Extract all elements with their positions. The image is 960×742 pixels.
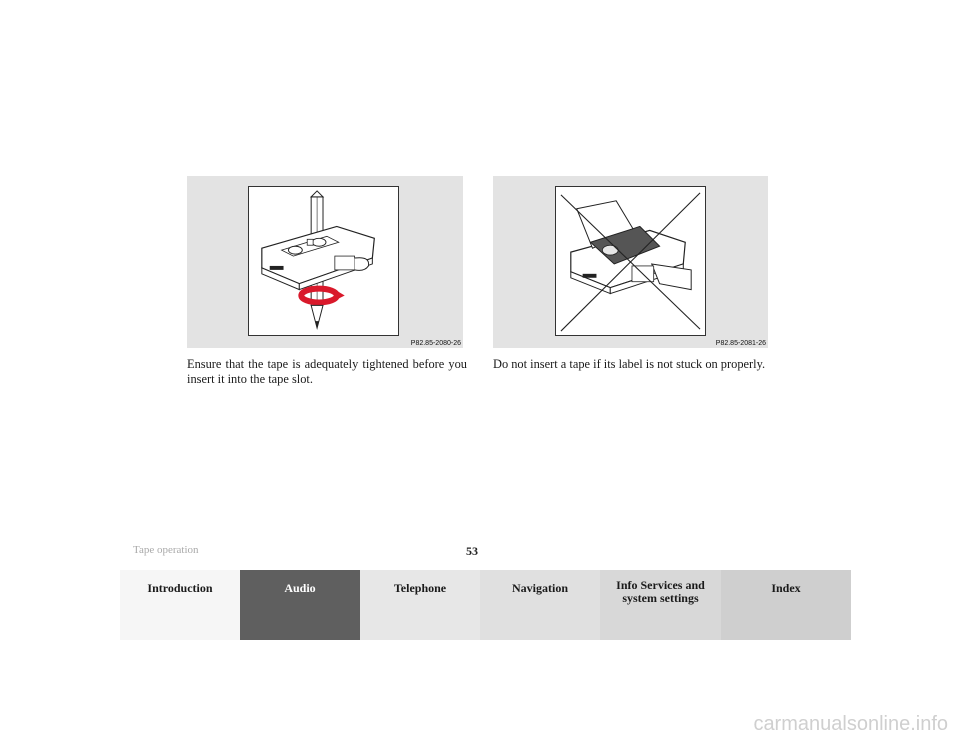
tab-label: Index (771, 581, 801, 595)
figure-frame (248, 186, 399, 336)
tab-introduction[interactable] (120, 570, 240, 640)
tab-label-line2: system settings (622, 591, 699, 605)
tab-label: Navigation (511, 581, 568, 595)
caption-loose-label: Do not insert a tape if its label is not stuck on properly. (493, 357, 766, 371)
figure-tape-tightening (187, 176, 463, 348)
tab-telephone[interactable] (360, 570, 480, 640)
tab-label: Introduction (147, 581, 213, 595)
figure-frame (555, 186, 706, 336)
tab-label: Audio (284, 581, 316, 595)
tab-navigation[interactable] (480, 570, 600, 640)
section-title: Tape operation (133, 544, 199, 556)
figure-code: P82.85-2081-26 (715, 340, 766, 347)
tab-label-line1: Info Services and (616, 578, 705, 592)
page-number: 53 (466, 544, 478, 558)
figure-code: P82.85-2080-26 (410, 340, 461, 347)
figure-loose-label (493, 176, 768, 348)
chapter-tabs (120, 570, 851, 640)
cassette-loose-label-illustration (556, 187, 705, 335)
caption-tape-tightening: Ensure that the tape is adequately tightened before you insert it into the tape slot. (187, 357, 467, 386)
watermark: carmanualsonline.info (753, 713, 948, 735)
tab-audio[interactable] (240, 570, 360, 640)
tab-label: Telephone (393, 581, 447, 595)
cassette-pencil-illustration (249, 187, 398, 335)
tab-info-services[interactable] (600, 570, 721, 640)
tab-index[interactable] (721, 570, 851, 640)
